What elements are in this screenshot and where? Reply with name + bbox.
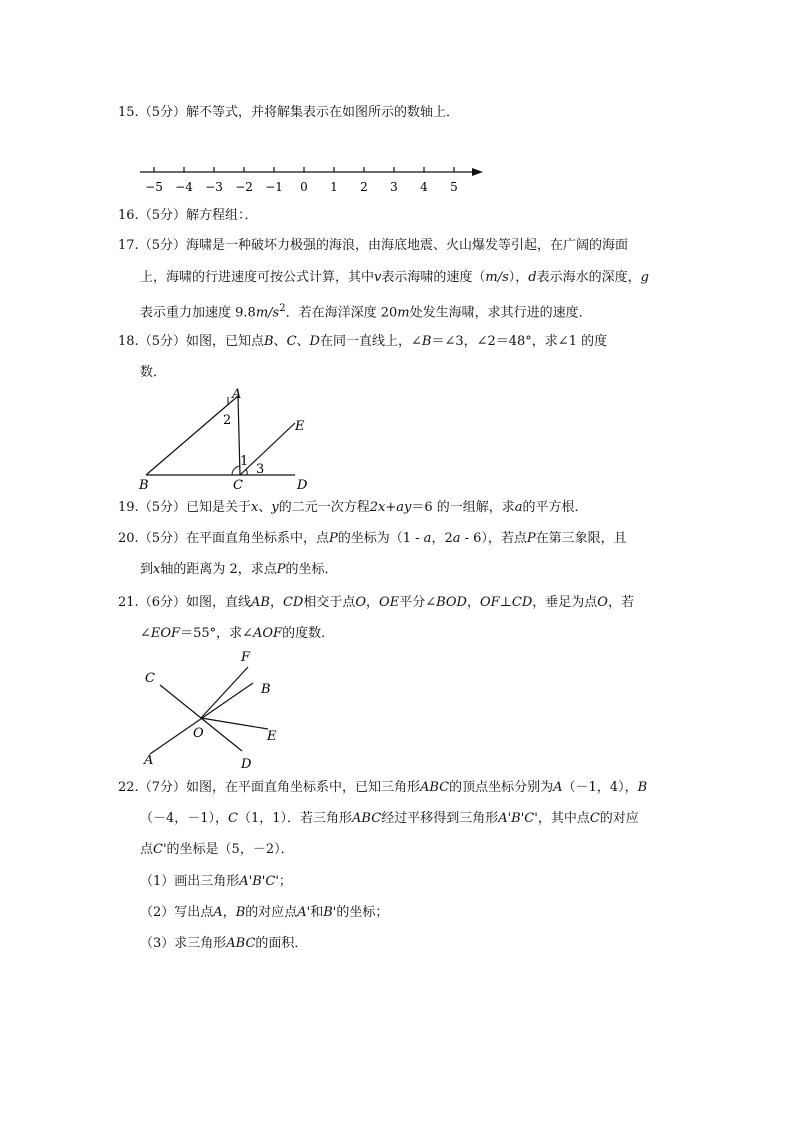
var-g: g — [640, 270, 649, 285]
q21-comma: ， — [466, 595, 480, 610]
pt-B: B — [235, 905, 246, 920]
q22-text-2d: ，其中点 — [537, 811, 590, 826]
q22-text-1b: 的顶点坐标分别为 — [449, 780, 554, 795]
fig18-label-B: B — [139, 478, 149, 493]
q21-text-1e: ，垂足为点 — [532, 595, 598, 610]
var-x: x — [153, 562, 161, 577]
fig21-label-B: B — [261, 682, 271, 697]
q20-score: （5分） — [138, 531, 186, 546]
q22-text-2a: （－4，－1）， — [140, 811, 229, 826]
q21-comma: ， — [366, 595, 380, 610]
number-line-tick-label: 2 — [360, 180, 368, 194]
q20-number: 20. — [118, 531, 139, 546]
pt-B1: B' — [323, 905, 337, 920]
fig18-label-E: E — [295, 419, 305, 434]
pt-O: O — [355, 595, 367, 610]
q22-part2-text-e: 的坐标； — [336, 905, 389, 920]
var-d: d — [528, 270, 537, 285]
q20-text-1d: - 6），若点 — [460, 531, 527, 546]
fig18-label-C: C — [233, 478, 243, 493]
q18-line1 — [118, 333, 607, 351]
var-a: a — [452, 531, 461, 546]
q17-line1 — [118, 237, 628, 255]
q18-number: 18. — [118, 334, 139, 349]
q15-number: 15. — [118, 105, 139, 120]
fig21-label-D: D — [241, 757, 252, 772]
pt-C: C — [589, 811, 600, 826]
q19-text-4: 的平方根． — [522, 500, 588, 515]
q22-line3 — [140, 841, 294, 859]
q18-sep2: 、 — [296, 334, 310, 349]
pt-P: P — [328, 531, 338, 546]
q16-score: （5分） — [138, 208, 186, 223]
q22-part1-text-a: （1）画出三角形 — [140, 874, 240, 889]
pt-A: A — [213, 905, 223, 920]
pt-A: A — [553, 780, 563, 795]
q21-line1 — [118, 594, 634, 612]
q21-score: （6分） — [138, 595, 186, 610]
q20-text-2b: 轴的距离为 2，求点 — [160, 562, 277, 577]
q15-text: 解不等式，并将解集表示在如图所示的数轴上． — [185, 105, 459, 120]
q17-line2 — [140, 269, 649, 287]
q21-number: 21. — [118, 595, 139, 610]
fig18-angle-1: 1 — [240, 454, 249, 469]
q20-line2 — [140, 561, 338, 579]
fig18-angle-3: 3 — [256, 462, 265, 477]
q17-score: （5分） — [138, 238, 186, 253]
pt-D: D — [309, 334, 320, 349]
fig18-label-A: A — [232, 387, 242, 402]
number-line-tick-label: −4 — [175, 180, 193, 194]
q19-equation: 2x+ay — [369, 500, 412, 515]
q20-text-1b: 的坐标为（1 - — [337, 531, 424, 546]
triangle-ABC: ABC — [352, 811, 382, 826]
var-v: v — [374, 270, 382, 285]
pt-A1: A' — [297, 905, 311, 920]
exponent-2: 2 — [279, 303, 286, 314]
q21-figure — [140, 647, 300, 772]
unit-ms2: m/s — [255, 305, 280, 321]
q20-line1 — [118, 530, 627, 548]
q21-text-2b: ＝55°，求∠ — [180, 626, 254, 641]
pt-P: P — [526, 531, 536, 546]
ray-OF: OF — [479, 595, 500, 610]
angle-B: B — [421, 334, 432, 349]
number-line-tick-label: −3 — [205, 180, 223, 194]
q19-line1 — [118, 499, 588, 517]
q22-text-2b: （1，1）．若三角形 — [238, 811, 353, 826]
var-a: a — [514, 500, 523, 515]
q18-text-2: 数． — [140, 365, 167, 380]
var-y: y — [271, 500, 279, 515]
q22-text-1a: 如图，在平面直角坐标系中，已知三角形 — [185, 780, 420, 795]
q21-text-1a: 如图，直线 — [185, 595, 251, 610]
line-CD: CD — [282, 595, 304, 610]
q21-perp: ⊥ — [499, 595, 512, 610]
q22-text-2e: 的对应 — [599, 811, 639, 826]
q16-line1 — [118, 207, 257, 225]
pt-C1: C' — [153, 842, 167, 857]
q19-text-2: 的二元一次方程 — [278, 500, 370, 515]
q17-text-2a: 上，海啸的行进速度可按公式计算，其中 — [140, 270, 375, 285]
q20-text-2a: 到 — [140, 562, 154, 577]
q22-line2 — [140, 810, 639, 828]
fig21-label-A: A — [144, 753, 154, 768]
q19-number: 19. — [118, 500, 139, 515]
q18-text-1b: 在同一直线上，∠ — [319, 334, 422, 349]
q22-text-2c: 经过平移得到三角形 — [381, 811, 499, 826]
pt-C: C — [286, 334, 297, 349]
q18-text-1a: 如图，已知点 — [185, 334, 264, 349]
line-AB: AB — [250, 595, 270, 610]
number-line — [130, 162, 490, 202]
fig21-label-O: O — [193, 726, 204, 741]
triangle-ABC: ABC — [419, 780, 450, 795]
q22-part1-text-b: ； — [278, 874, 292, 889]
angle-EOF: EOF — [150, 626, 181, 641]
q22-number: 22. — [118, 780, 139, 795]
q22-text-3a: 点 — [140, 842, 154, 857]
q17-text-2b: 表示海啸的速度（ — [381, 270, 486, 285]
q19-text-3: ＝6 的一组解，求 — [411, 500, 515, 515]
pt-C: C — [228, 811, 238, 826]
q17-text-3a: 表示重力加速度 9.8 — [140, 305, 256, 321]
number-line-tick-label: −2 — [235, 180, 253, 194]
q17-text-3b: ．若在海洋深度 20 — [285, 305, 398, 321]
q22-part2-text-a: （2）写出点 — [140, 905, 214, 920]
triangle-ABC: ABC — [226, 936, 256, 951]
q22-line1 — [118, 779, 647, 797]
q20-text-1e: 在第三象限，且 — [535, 531, 627, 546]
q18-text-eq: ＝∠3，∠2＝48°，求∠1 的度 — [431, 334, 608, 349]
q17-text-1: 海啸是一种破坏力极强的海浪，由海底地震、火山爆发等引起，在广阔的海面 — [185, 238, 628, 253]
fig18-angle-2: 2 — [223, 413, 232, 428]
q22-part3 — [140, 935, 307, 953]
line-CD: CD — [511, 595, 533, 610]
number-line-tick-label: 4 — [420, 180, 428, 194]
q20-text-1c: ，2 — [431, 531, 453, 546]
q17-line3 — [140, 300, 592, 322]
q21-text-1c: 平分∠ — [399, 595, 437, 610]
var-x: x — [250, 500, 259, 515]
q20-text-1a: 在平面直角坐标系中，点 — [185, 531, 329, 546]
q22-part3-text-a: （3）求三角形 — [140, 936, 227, 951]
unit-m: m — [397, 305, 410, 321]
number-line-arrow — [472, 168, 483, 176]
q22-part2-text-b: 的对应点 — [245, 905, 298, 920]
q21-line2 — [140, 625, 334, 643]
q19-score: （5分） — [138, 500, 186, 515]
q22-part1 — [140, 873, 292, 891]
q21-comma: ， — [269, 595, 283, 610]
q22-text-1c: （－1，4）， — [562, 780, 638, 795]
angle-BOD: BOD — [436, 595, 467, 610]
fig21-label-E: E — [267, 729, 277, 744]
q22-part3-text-b: 的面积． — [255, 936, 308, 951]
pt-O: O — [597, 595, 608, 610]
q22-part2 — [140, 904, 388, 922]
number-line-tick-label: 5 — [450, 180, 458, 194]
q21-text-2c: 的度数． — [282, 626, 335, 641]
number-line-tick-label: 1 — [330, 180, 338, 194]
q15-score: （5分） — [138, 105, 186, 120]
q17-text-2c: ）， — [508, 270, 529, 285]
var-a: a — [423, 531, 432, 546]
q20-text-2c: 的坐标． — [285, 562, 338, 577]
q22-part2-and: 和 — [310, 905, 324, 920]
ray-OE: OE — [379, 595, 400, 610]
number-line-tick-label: −1 — [265, 180, 283, 194]
q22-score: （7分） — [138, 780, 186, 795]
q22-text-3b: 的坐标是（5，－2）． — [166, 842, 294, 857]
fig21-label-F: F — [241, 650, 251, 665]
q21-text-1f: ，若 — [607, 595, 634, 610]
triangle-A1B1C1: A'B'C' — [239, 874, 279, 889]
triangle-A1B1C1: A'B'C' — [498, 811, 538, 826]
q17-text-3c: 处发生海啸，求其行进的速度． — [409, 305, 592, 321]
q21-text-1b: 相交于点 — [303, 595, 356, 610]
q15-line1 — [118, 104, 459, 122]
pt-B: B — [637, 780, 648, 795]
q18-figure — [135, 385, 335, 493]
number-line-tick-label: 3 — [390, 180, 398, 194]
q21-text-2a: ∠ — [140, 626, 151, 641]
unit-ms: m/s — [485, 270, 509, 285]
q19-sep: 、 — [258, 500, 272, 515]
q16-text: 解方程组：． — [185, 208, 258, 223]
q17-number: 17. — [118, 238, 139, 253]
fig18-label-D: D — [297, 478, 308, 493]
angle-AOF: AOF — [253, 626, 283, 641]
pt-B: B — [263, 334, 274, 349]
number-line-tick-label: −5 — [145, 180, 163, 194]
q18-line2 — [140, 364, 166, 382]
q22-part2-comma: ， — [222, 905, 236, 920]
pt-P: P — [276, 562, 286, 577]
q18-score: （5分） — [138, 334, 186, 349]
q17-text-2d: 表示海水的深度， — [536, 270, 641, 285]
q18-sep1: 、 — [273, 334, 287, 349]
fig21-label-C: C — [145, 671, 155, 686]
q19-text-1: 已知是关于 — [185, 500, 251, 515]
q16-number: 16. — [118, 208, 139, 223]
number-line-tick-label: 0 — [300, 180, 308, 194]
